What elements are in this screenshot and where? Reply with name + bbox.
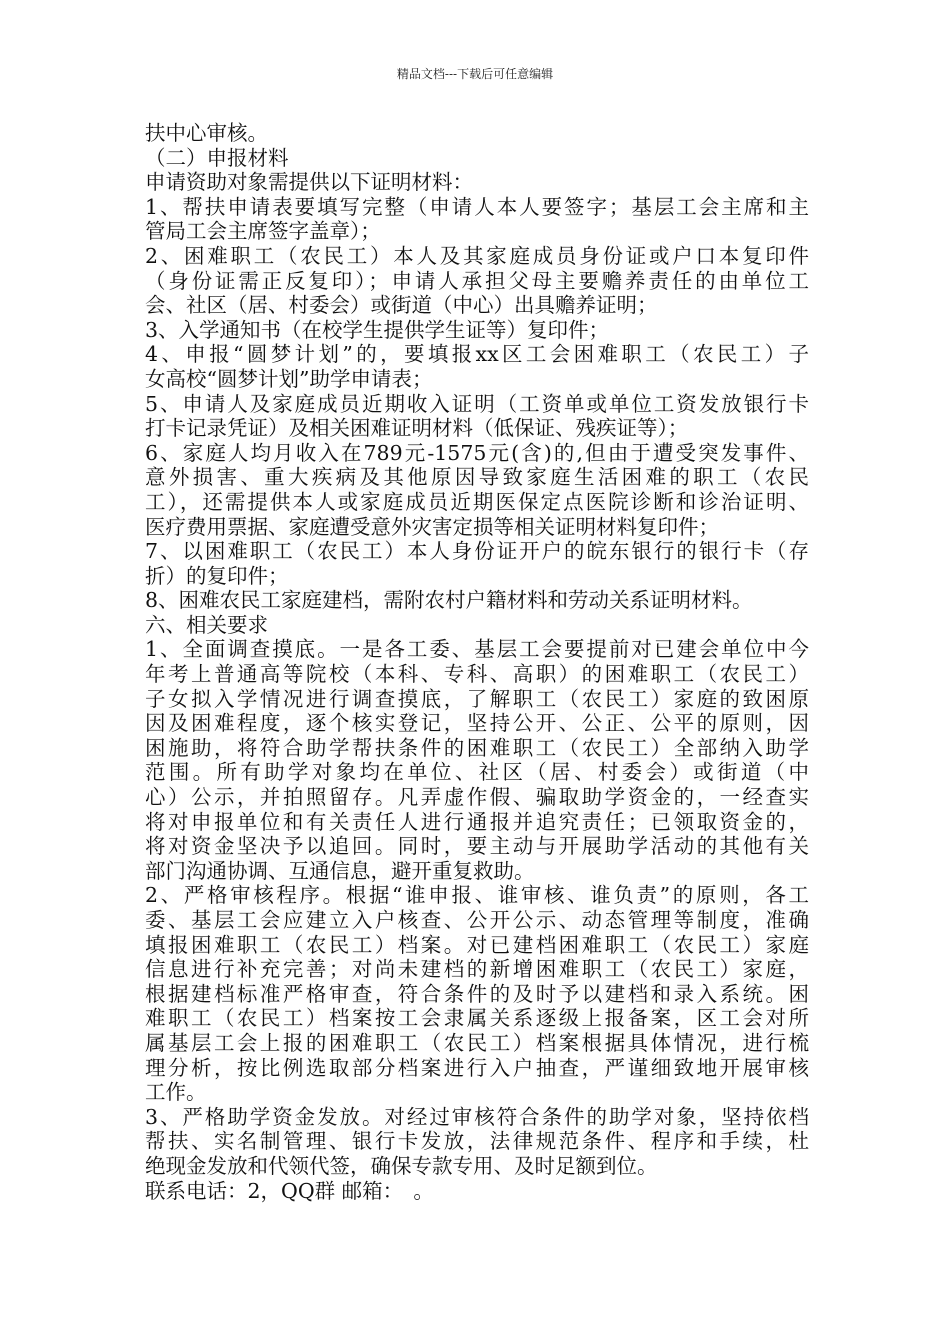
text-line: （身份证需正反复印）；申请人承担父母主要赡养责任的由单位工 <box>145 268 809 293</box>
text-line: 意外损害、重大疾病及其他原因导致家庭生活困难的职工（农民 <box>145 465 809 490</box>
text-line: 帮扶、实名制管理、银行卡发放，法律规范条件、程序和手续，杜 <box>145 1129 809 1154</box>
text-line: 打卡记录凭证）及相关困难证明材料（低保证、残疾证等）； <box>145 416 689 441</box>
text-line: 信息进行补充完善；对尚未建档的新增困难职工（农民工）家庭， <box>145 957 809 982</box>
text-line: 扶中心审核。 <box>145 121 268 145</box>
text-line: 心）公示，并拍照留存。凡弄虚作假、骗取助学资金的，一经查实 <box>145 785 809 810</box>
text-line: 根据建档标准严格审查，符合条件的及时予以建档和录入系统。困 <box>145 981 809 1006</box>
text-line: 3、入学通知书（在校学生提供学生证等）复印件； <box>145 317 610 342</box>
text-line: （二）申报材料 <box>145 145 289 170</box>
text-line: 年考上普通高等院校（本科、专科、高职）的困难职工（农民工） <box>145 662 809 687</box>
text-line: 1、帮扶申请表要填写完整（申请人本人要签字；基层工会主席和主 <box>145 194 809 219</box>
text-line: 子女拟入学情况进行调查摸底，了解职工（农民工）家庭的致困原 <box>145 686 809 711</box>
text-line: 4、申报“圆梦计划”的，要填报xx区工会困难职工（农民工）子 <box>145 342 809 367</box>
text-line: 医疗费用票据、家庭遭受意外灾害定损等相关证明材料复印件； <box>145 514 719 539</box>
text-line: 8、困难农民工家庭建档，需附农村户籍材料和劳动关系证明材料。 <box>145 588 753 613</box>
text-line: 难职工（农民工）档案按工会隶属关系逐级上报备案，区工会对所 <box>145 1006 809 1031</box>
text-line: 因及困难程度，逐个核实登记，坚持公开、公正、公平的原则，因 <box>145 711 809 736</box>
text-line: 委、基层工会应建立入户核查、公开公示、动态管理等制度，准确 <box>145 908 809 932</box>
page-header: 精品文档---下载后可任意编辑 <box>396 67 554 81</box>
text-line: 工作。 <box>145 1080 207 1105</box>
text-line: 六、相关要求 <box>145 612 268 637</box>
document-body <box>145 121 809 1203</box>
text-line: 7、以困难职工（农民工）本人身份证开户的皖东银行的银行卡（存 <box>145 539 809 564</box>
text-line: 范围。所有助学对象均在单位、社区（居、村委会）或街道（中 <box>145 760 809 785</box>
text-line: 填报困难职工（农民工）档案。对已建档困难职工（农民工）家庭 <box>145 932 809 957</box>
text-line: 会、社区（居、村委会）或街道（中心）出具赡养证明； <box>145 293 658 318</box>
text-line: 2、严格审核程序。根据“谁申报、谁审核、谁负责”的原则，各工 <box>145 883 809 908</box>
text-line: 联系电话：2，QQ群 邮箱： 。 <box>145 1178 434 1203</box>
text-line: 属基层工会上报的困难职工（农民工）档案根据具体情况，进行梳 <box>145 1030 809 1055</box>
text-line: 女高校“圆梦计划”助学申请表； <box>145 366 433 391</box>
text-line: 3、严格助学资金发放。对经过审核符合条件的助学对象，坚持依档 <box>145 1104 809 1129</box>
text-line: 申请资助对象需提供以下证明材料： <box>145 170 473 195</box>
text-line: 将对资金坚决予以追回。同时，要主动与开展助学活动的其他有关 <box>145 834 809 859</box>
text-line: 工），还需提供本人或家庭成员近期医保定点医院诊断和诊治证明、 <box>145 489 809 514</box>
text-line: 2、困难职工（农民工）本人及其家庭成员身份证或户口本复印件 <box>145 243 809 268</box>
text-line: 绝现金发放和代领代签，确保专款专用、及时足额到位。 <box>145 1153 658 1178</box>
text-line: 5、申请人及家庭成员近期收入证明（工资单或单位工资发放银行卡 <box>145 391 809 416</box>
text-line: 将对申报单位和有关责任人进行通报并追究责任；已领取资金的， <box>145 809 809 834</box>
text-line: 困施助，将符合助学帮扶条件的困难职工（农民工）全部纳入助学 <box>145 735 809 760</box>
text-line: 部门沟通协调、互通信息，避开重复救助。 <box>145 858 535 883</box>
text-line: 1、全面调查摸底。一是各工委、基层工会要提前对已建会单位中今 <box>145 637 809 662</box>
text-line: 管局工会主席签字盖章）； <box>145 219 381 244</box>
text-line: 折）的复印件； <box>145 563 289 588</box>
text-line: 理分析，按比例选取部分档案进行入户抽查，严谨细致地开展审核 <box>145 1055 809 1080</box>
text-line: 6、家庭人均月收入在789元-1575元(含)的,但由于遭受突发事件、 <box>145 440 809 465</box>
